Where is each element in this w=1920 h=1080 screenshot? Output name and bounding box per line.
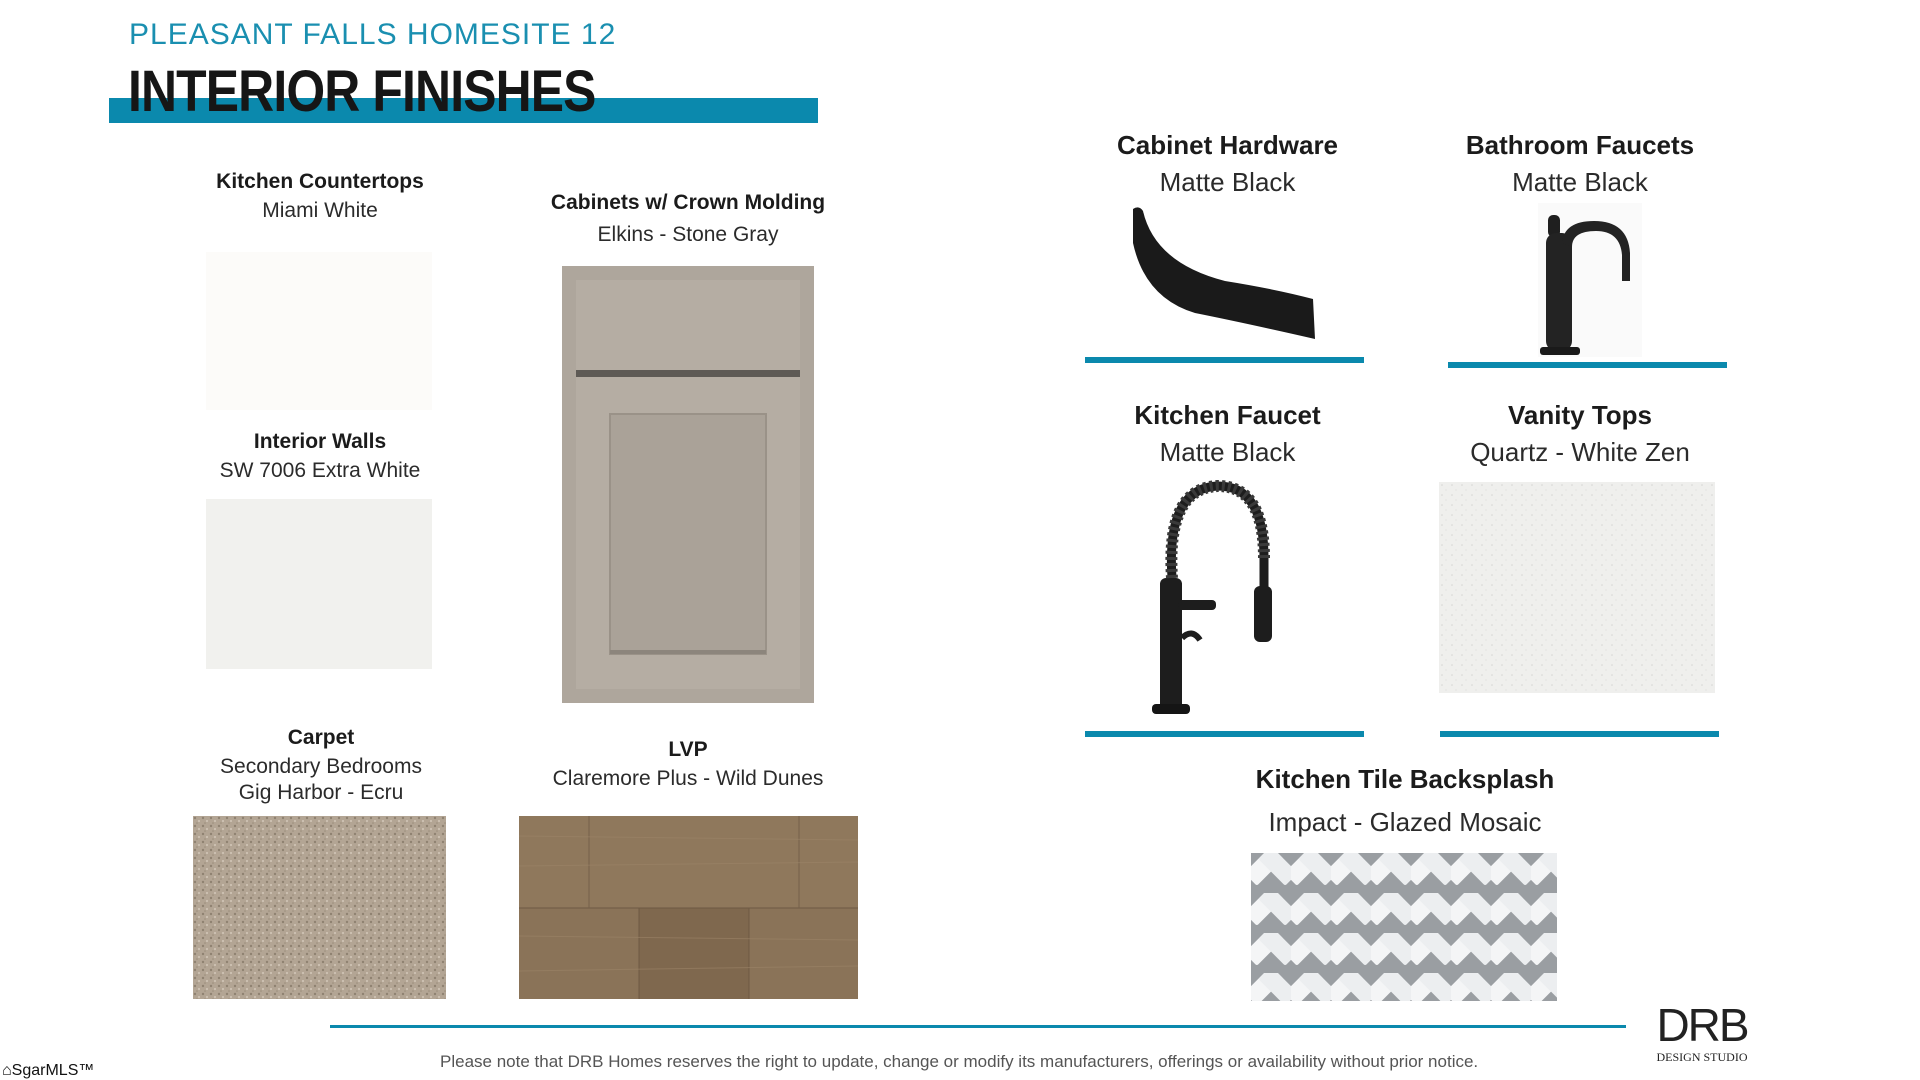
homesite-subtitle: PLEASANT FALLS HOMESITE 12 (129, 18, 617, 51)
countertops-value: Miami White (262, 199, 378, 222)
drb-logo-text: DRB (1656, 999, 1748, 1051)
cabinet-door-image (562, 266, 814, 703)
bathroom-faucet-image (1538, 203, 1642, 357)
cabinets-label: Cabinets w/ Crown Molding (550, 191, 826, 214)
kitchen-faucet-image (1148, 478, 1278, 718)
lvp-value: Claremore Plus - Wild Dunes (552, 767, 824, 790)
carpet-value-2: Gig Harbor - Ecru (238, 781, 404, 804)
carpet-block (160, 726, 482, 805)
cabinet-hardware-block (1085, 130, 1370, 198)
disclaimer-notice: Please note that DRB Homes reserves the right to update, change or modify its manufacturers, offerings or availability without prior notice. (440, 1052, 1479, 1071)
vanity-tops-block (1440, 400, 1720, 468)
walls-value: SW 7006 Extra White (219, 459, 421, 482)
cabinet-hardware-label: Cabinet Hardware (1116, 130, 1339, 160)
kitchen-faucet-rule (1085, 731, 1364, 737)
house-icon: ⌂ (2, 1062, 12, 1079)
kitchen-faucet-block (1085, 400, 1370, 468)
page-title: INTERIOR FINISHES (128, 59, 596, 124)
cabinets-value: Elkins - Stone Gray (597, 223, 779, 246)
bathroom-faucets-block (1440, 130, 1720, 198)
kitchen-faucet-label: Kitchen Faucet (1134, 400, 1321, 430)
carpet-label: Carpet (287, 726, 355, 749)
lvp-block (520, 738, 856, 791)
cabinet-hardware-value: Matte Black (1159, 167, 1296, 197)
kitchen-faucet-value: Matte Black (1159, 437, 1296, 467)
footer-rule (330, 1025, 1626, 1028)
cabinet-hardware-rule (1085, 357, 1364, 363)
vanity-tops-label: Vanity Tops (1508, 400, 1652, 430)
walls-block (160, 430, 480, 483)
bathroom-faucets-label: Bathroom Faucets (1465, 130, 1695, 160)
vanity-tops-swatch (1439, 482, 1715, 693)
lvp-swatch (519, 816, 858, 999)
cabinets-block (520, 191, 856, 247)
backsplash-block (1200, 764, 1610, 838)
countertops-label: Kitchen Countertops (216, 170, 424, 193)
mls-badge-text: SgarMLS™ (11, 1062, 95, 1079)
countertops-swatch (206, 252, 432, 410)
backsplash-value: Impact - Glazed Mosaic (1268, 807, 1542, 837)
cabinet-pull-image (1125, 203, 1325, 343)
vanity-tops-value: Quartz - White Zen (1470, 437, 1690, 467)
walls-label: Interior Walls (253, 430, 387, 453)
lvp-label: LVP (668, 738, 708, 761)
backsplash-tile-swatch (1251, 853, 1557, 1001)
bathroom-faucets-rule (1448, 362, 1727, 368)
countertops-block (160, 170, 480, 223)
drb-logo-sub: DESIGN STUDIO (1656, 1050, 1748, 1064)
drb-logo (1652, 999, 1752, 1065)
backsplash-label: Kitchen Tile Backsplash (1255, 764, 1555, 794)
bathroom-faucets-value: Matte Black (1512, 167, 1648, 197)
mls-badge (2, 1062, 94, 1080)
walls-swatch (206, 499, 432, 669)
carpet-swatch (193, 816, 446, 999)
vanity-tops-rule (1440, 731, 1719, 737)
carpet-value: Secondary Bedrooms (220, 755, 422, 778)
